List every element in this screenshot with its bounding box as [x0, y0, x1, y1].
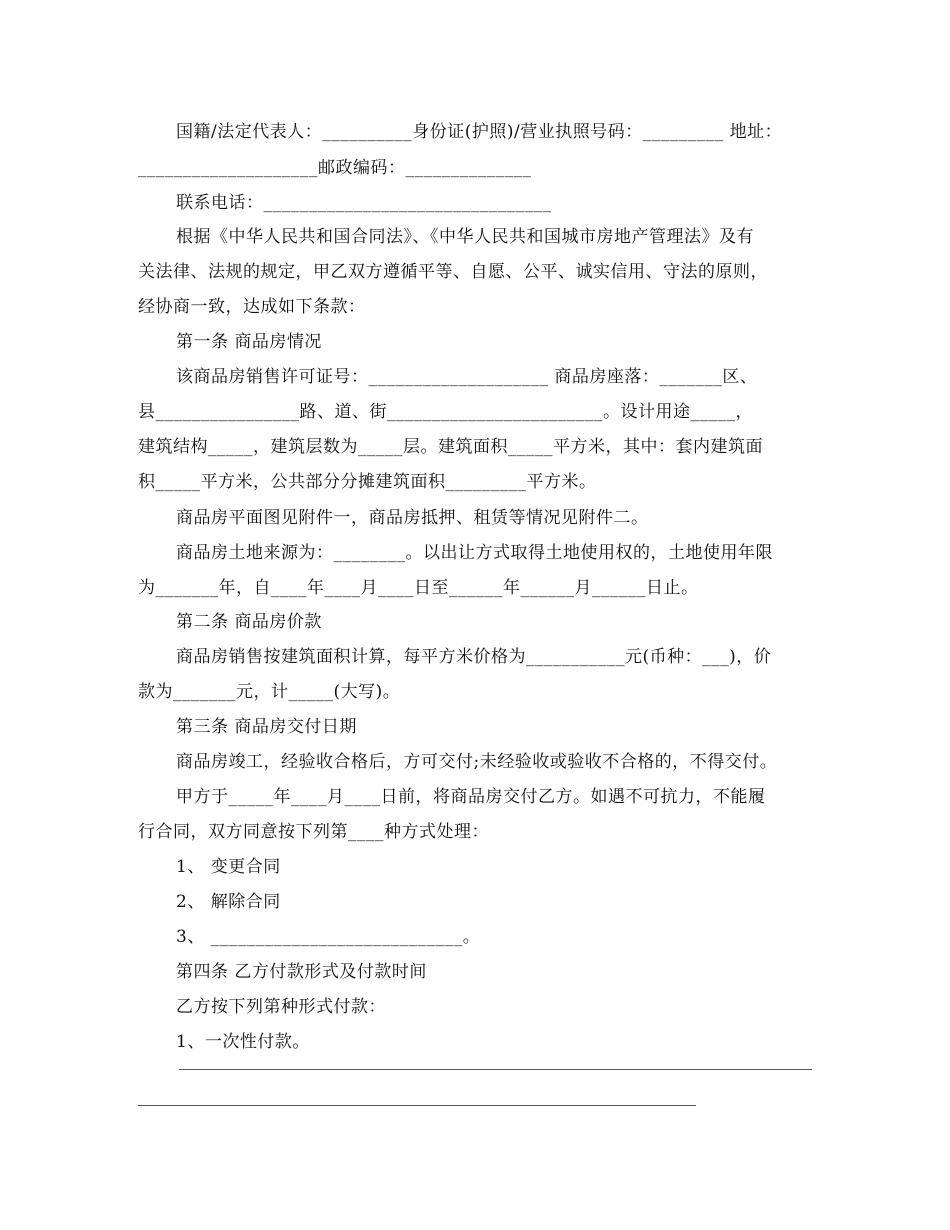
article-3-heading: 第三条 商品房交付日期: [176, 717, 357, 737]
list-item-1: 1、 变更合同: [176, 857, 281, 877]
text-line-area: 积_____平方米，公共部分分摊建筑面积_________平方米。: [138, 472, 597, 492]
text-line-postcode: ____________________邮政编码：______________: [138, 158, 532, 178]
text-line-phone: 联系电话：________________________________: [176, 193, 552, 213]
text-line-payment-form: 乙方按下列第种形式付款：: [176, 997, 386, 1017]
text-line-county: 县________________路、道、街________________________。设计用途_____，: [138, 402, 753, 422]
list-item-2: 2、 解除合同: [176, 892, 281, 912]
text-line-completion: 商品房竣工，经验收合格后，方可交付;未经验收或验收不合格的，不得交付。: [176, 752, 778, 772]
text-line-nationality: 国籍/法定代表人：__________身份证(护照)/营业执照号码：_________ 地址：: [176, 122, 783, 142]
blank-fill-line-2: [138, 1105, 696, 1106]
text-line-delivery-options: 行合同，双方同意按下列第____种方式处理：: [138, 822, 489, 842]
text-line-land-source: 商品房土地来源为：________。以出让方式取得土地使用权的，土地使用年限: [176, 543, 773, 563]
blank-fill-line-1: [179, 1069, 812, 1070]
text-line-delivery: 甲方于_____年____月____日前，将商品房交付乙方。如遇不可抗力，不能履: [176, 787, 766, 807]
text-line-price: 商品房销售按建筑面积计算，每平方米价格为___________元(币种：___)，价: [176, 647, 772, 667]
text-line-structure: 建筑结构_____，建筑层数为_____层。建筑面积_____平方米，其中：套内建筑面: [138, 437, 763, 457]
list-item-3: 3、 ____________________________。: [176, 927, 481, 947]
text-line-price-total: 款为_______元，计_____(大写)。: [138, 682, 401, 702]
text-line-land-term: 为_______年，自____年____月____日至______年______月______日止。: [138, 578, 699, 598]
text-line-basis-1: 根据《中华人民共和国合同法》、《中华人民共和国城市房地产管理法》及有: [176, 227, 754, 247]
text-line-basis-2: 关法律、法规的规定，甲乙双方遵循平等、自愿、公平、诚实信用、守法的原则，: [138, 262, 768, 282]
text-line-permit: 该商品房销售许可证号：____________________ 商品房座落：_______区、: [176, 367, 758, 387]
article-1-heading: 第一条 商品房情况: [176, 332, 322, 352]
article-4-heading: 第四条 乙方付款形式及付款时间: [176, 962, 427, 982]
text-line-basis-3: 经协商一致，达成如下条款：: [138, 297, 366, 317]
article-2-heading: 第二条 商品房价款: [176, 612, 322, 632]
text-line-lump-sum: 1、一次性付款。: [176, 1032, 310, 1052]
text-line-attachments: 商品房平面图见附件一，商品房抵押、租赁等情况见附件二。: [176, 508, 649, 528]
